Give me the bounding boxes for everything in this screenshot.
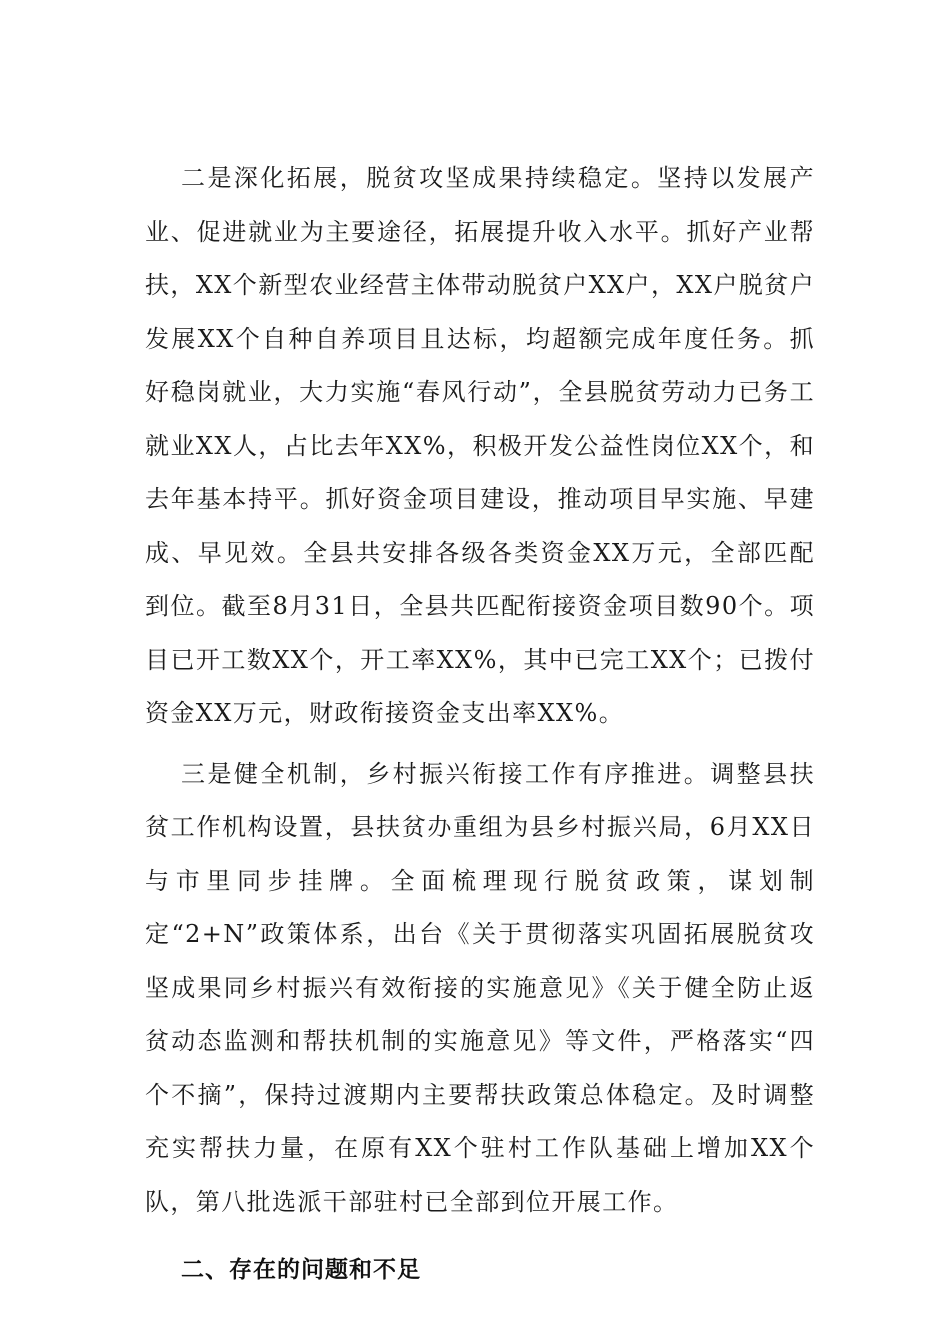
paragraph-improve-mechanism: 三是健全机制，乡村振兴衔接工作有序推进。调整县扶贫工作机构设置，县扶贫办重组为县乡村振兴局，6月XX日与市里同步挂牌。全面梳理现行脱贫政策，谋划制定“2+N”政策体系，出台《关于贯彻落实巩固拓展脱贫攻坚成果同乡村振兴有效衔接的实施意见》《关于健全防止返贫动态监测和帮扶机制的实施意见》等文件，严格落实“四个不摘”，保持过渡期内主要帮扶政策总体稳定。及时调整充实帮扶力量，在原有XX个驻村工作队基础上增加XX个队，第八批选派干部驻村已全部到位开展工作。 xyxy=(145,759,815,1216)
paragraph-deepen-expand: 二是深化拓展，脱贫攻坚成果持续稳定。坚持以发展产业、促进就业为主要途径，拓展提升收入水平。抓好产业帮扶，XX个新型农业经营主体带动脱贫户XX户，XX户脱贫户发展XX个自种自养项目且达标，均超额完成年度任务。抓好稳岗就业，大力实施“春风行动”，全县脱贫劳动力已务工就业XX人，占比去年XX%，积极开发公益性岗位XX个，和去年基本持平。抓好资金项目建设，推动项目早实施、早建成、早见效。全县共安排各级各类资金XX万元，全部匹配到位。截至8月31日，全县共匹配衔接资金项目数90个。项目已开工数XX个，开工率XX%，其中已完工XX个；已拨付资金XX万元，财政衔接资金支出率XX%。 xyxy=(145,164,815,727)
document-body xyxy=(145,152,815,1295)
section-heading-problems: 二、存在的问题和不足 xyxy=(181,1257,421,1283)
